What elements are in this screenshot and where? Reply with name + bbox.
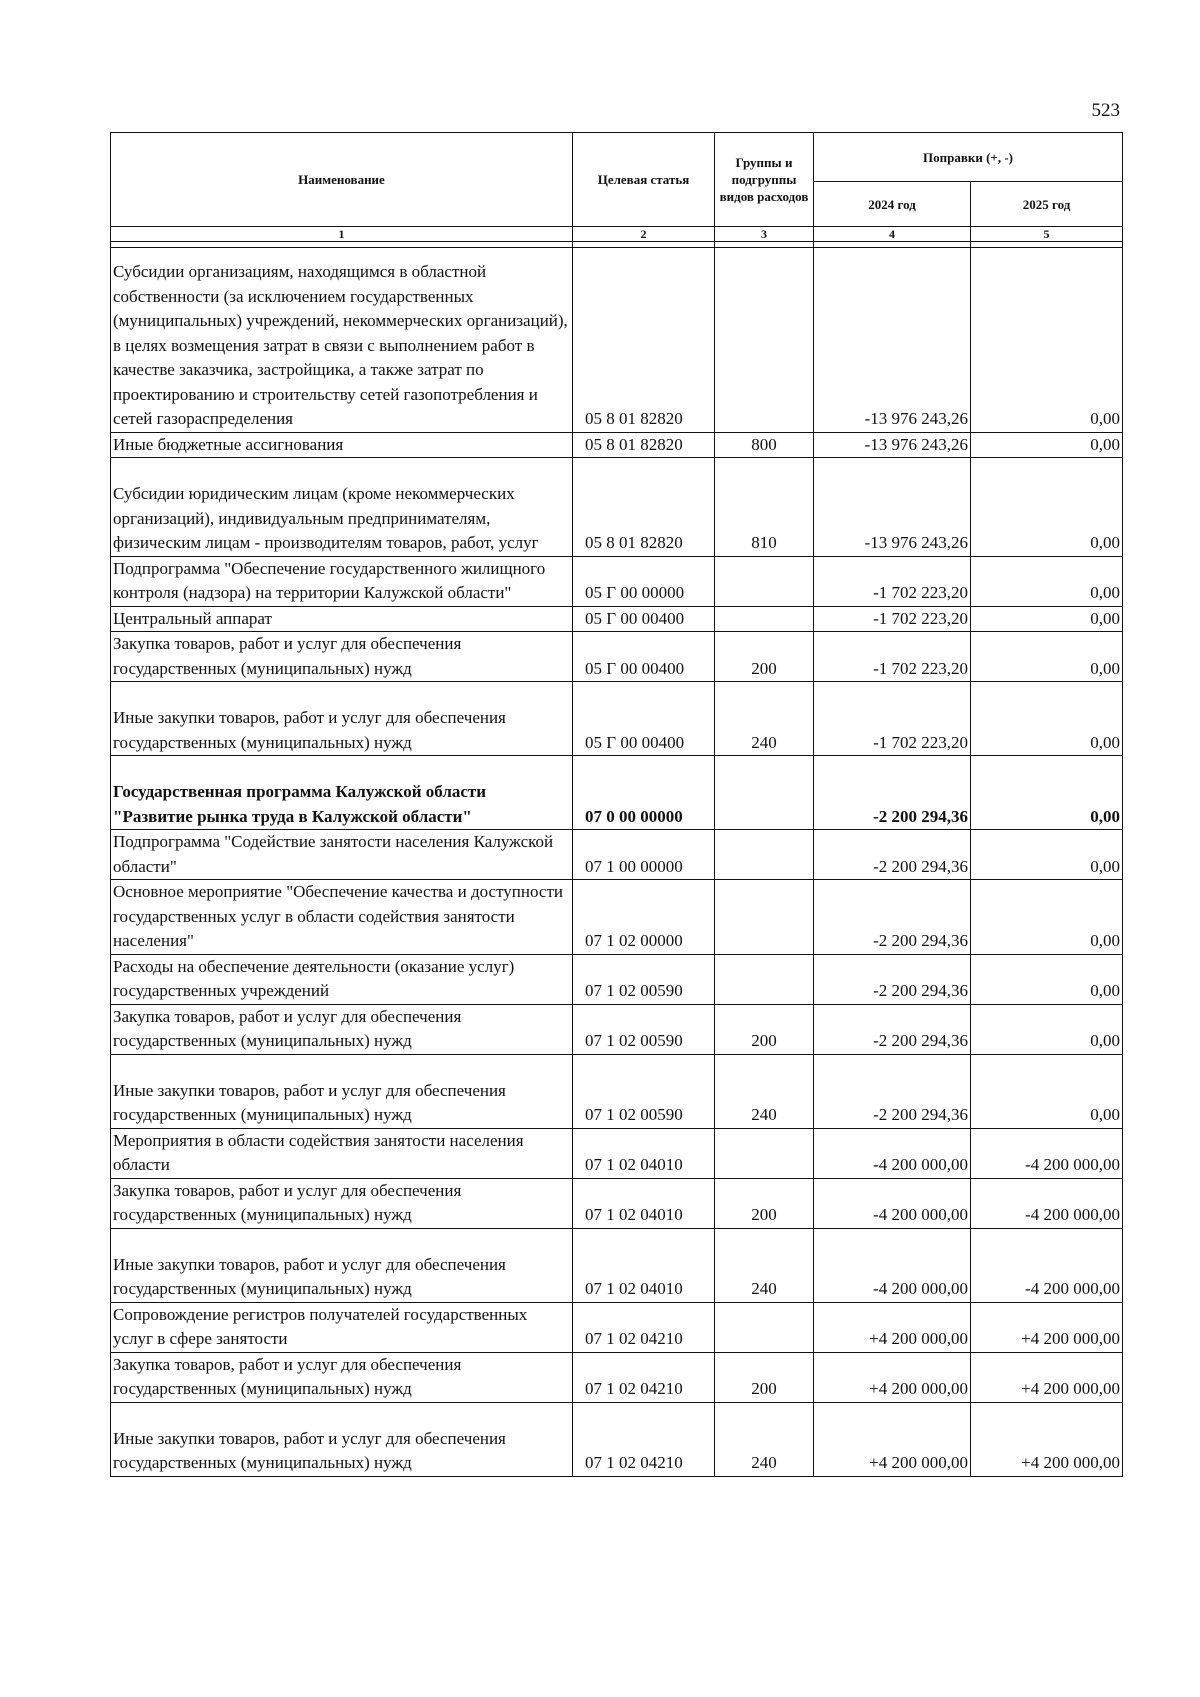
row-amount-2024 <box>814 632 971 682</box>
row-amount-2025 <box>971 954 1123 1004</box>
table-header <box>111 133 1123 248</box>
row-target-article <box>573 606 715 632</box>
row-expense-group <box>715 880 814 955</box>
row-amount-2025-text: 0,00 <box>1090 409 1121 428</box>
row-amount-2024-text: -2 200 294,36 <box>873 1031 968 1050</box>
row-amount-2025 <box>971 880 1123 955</box>
row-name <box>111 1178 573 1228</box>
table-row <box>111 756 1123 830</box>
row-name <box>111 1302 573 1352</box>
row-name <box>111 830 573 880</box>
row-amount-2024-text: -2 200 294,36 <box>873 931 968 950</box>
row-amount-2025 <box>971 830 1123 880</box>
row-name-text: Подпрограмма "Обеспечение государственного жилищного контроля (надзора) на территории Калужской области" <box>113 558 546 602</box>
row-expense-group <box>715 606 814 632</box>
row-expense-group <box>715 1352 814 1402</box>
row-amount-2024 <box>814 1128 971 1178</box>
row-name-text: Сопровождение регистров получателей государственных услуг в сфере занятости <box>113 1304 528 1348</box>
row-target-article-text: 05 8 01 82820 <box>585 434 683 454</box>
row-expense-group-text: 200 <box>751 658 777 678</box>
row-target-article <box>573 1004 715 1054</box>
row-name-text: Подпрограмма "Содействие занятости населения Калужской области" <box>113 832 554 876</box>
row-name-text: Закупка товаров, работ и услуг для обеспечения государственных (муниципальных) нужд <box>113 634 462 678</box>
row-amount-2025 <box>971 248 1123 433</box>
row-name <box>111 1352 573 1402</box>
row-amount-2024-text: +4 200 000,00 <box>869 1379 968 1398</box>
row-name-text: Закупка товаров, работ и услуг для обеспечения государственных (муниципальных) нужд <box>113 1180 462 1224</box>
row-target-article-text: 05 Г 00 00400 <box>585 658 685 678</box>
row-name <box>111 1004 573 1054</box>
row-target-article <box>573 954 715 1004</box>
row-expense-group <box>715 556 814 606</box>
row-expense-group <box>715 458 814 557</box>
row-amount-2025 <box>971 1402 1123 1476</box>
row-amount-2024 <box>814 248 971 433</box>
row-amount-2025-text: 0,00 <box>1090 1105 1121 1124</box>
row-expense-group <box>715 954 814 1004</box>
row-amount-2024-text: +4 200 000,00 <box>869 1453 968 1472</box>
row-spacing <box>113 682 570 706</box>
row-target-article-text: 05 8 01 82820 <box>585 409 683 428</box>
table-body <box>111 248 1123 1477</box>
row-expense-group-text: 240 <box>751 1279 777 1298</box>
table-row <box>111 682 1123 756</box>
row-name-text: Государственная программа Калужской области "Развитие рынка труда в Калужской области" <box>113 782 487 826</box>
row-expense-group <box>715 1302 814 1352</box>
row-expense-group <box>715 632 814 682</box>
row-amount-2025-text: -4 200 000,00 <box>1025 1155 1121 1174</box>
row-amount-2025 <box>971 1302 1123 1352</box>
row-spacing <box>113 1403 570 1427</box>
row-target-article-text: 07 1 02 04210 <box>585 1379 683 1398</box>
row-amount-2024 <box>814 1352 971 1402</box>
row-amount-2024-text: -4 200 000,00 <box>873 1279 968 1298</box>
row-target-article-text: 07 1 00 00000 <box>585 856 683 876</box>
row-amount-2025-text: 0,00 <box>1090 434 1121 454</box>
row-name-text: Мероприятия в области содействия занятости населения области <box>113 1130 524 1174</box>
row-amount-2024-text: -13 976 243,26 <box>864 434 968 454</box>
row-target-article <box>573 1054 715 1128</box>
row-amount-2024 <box>814 1402 971 1476</box>
row-name-text: Расходы на обеспечение деятельности (оказание услуг) государственных учреждений <box>113 956 515 1000</box>
row-target-article-text: 07 1 02 00590 <box>585 981 683 1000</box>
row-name <box>111 1402 573 1476</box>
row-name-text: Основное мероприятие "Обеспечение качества и доступности государственных услуг в области содействия занятости населения" <box>113 882 563 950</box>
row-name-text: Субсидии организациям, находящимся в областной собственности (за исключением государственных (муниципальных) учреждений, некоммерческих организаций), в целях возмещения затрат в связи с выполнением работ в качестве заказчика, застройщика, а также затрат по проектированию и строительству сетей газопотребления и сетей газораспределения <box>113 262 568 428</box>
row-target-article <box>573 682 715 756</box>
row-expense-group <box>715 1402 814 1476</box>
row-amount-2025 <box>971 1054 1123 1128</box>
row-amount-2025-text: 0,00 <box>1090 931 1121 950</box>
table-row <box>111 432 1123 458</box>
row-target-article-text: 07 1 02 04210 <box>585 1329 683 1348</box>
table-row <box>111 1128 1123 1178</box>
row-spacing <box>113 248 570 260</box>
row-target-article-text: 05 Г 00 00000 <box>585 583 685 602</box>
row-name-text: Иные закупки товаров, работ и услуг для обеспечения государственных (муниципальных) нужд <box>113 708 506 752</box>
row-name <box>111 682 573 756</box>
table-row <box>111 458 1123 557</box>
row-amount-2025-text: +4 200 000,00 <box>1021 1379 1121 1398</box>
header-target-article: Целевая статья <box>573 133 715 227</box>
row-amount-2025 <box>971 1228 1123 1302</box>
row-amount-2024-text: -4 200 000,00 <box>873 1155 968 1174</box>
row-target-article <box>573 1352 715 1402</box>
row-name-text: Иные закупки товаров, работ и услуг для обеспечения государственных (муниципальных) нужд <box>113 1080 506 1124</box>
row-expense-group-text: 240 <box>751 732 777 752</box>
row-amount-2025-text: -4 200 000,00 <box>1025 1205 1121 1224</box>
column-number: 2 <box>573 227 715 242</box>
row-amount-2024 <box>814 830 971 880</box>
row-amount-2024 <box>814 880 971 955</box>
row-name-text: Центральный аппарат <box>113 608 272 628</box>
row-target-article <box>573 1228 715 1302</box>
row-amount-2025-text: 0,00 <box>1090 608 1121 628</box>
row-spacing <box>113 1229 570 1253</box>
row-name-text: Иные закупки товаров, работ и услуг для обеспечения государственных (муниципальных) нужд <box>113 1428 506 1472</box>
row-amount-2025-text: 0,00 <box>1090 806 1121 826</box>
table-row <box>111 880 1123 955</box>
row-target-article <box>573 1128 715 1178</box>
row-amount-2025 <box>971 1128 1123 1178</box>
table-row <box>111 1004 1123 1054</box>
row-target-article-text: 07 1 02 04010 <box>585 1279 683 1298</box>
row-target-article <box>573 756 715 830</box>
row-name <box>111 606 573 632</box>
row-amount-2024-text: -4 200 000,00 <box>873 1205 968 1224</box>
row-name <box>111 458 573 557</box>
row-target-article <box>573 432 715 458</box>
row-amount-2024-text: -1 702 223,20 <box>873 608 968 628</box>
row-expense-group <box>715 830 814 880</box>
row-target-article <box>573 556 715 606</box>
row-amount-2025-text: 0,00 <box>1090 732 1121 752</box>
row-expense-group-text: 200 <box>751 1205 777 1224</box>
row-name <box>111 1128 573 1178</box>
table-row <box>111 1352 1123 1402</box>
row-target-article-text: 07 0 00 00000 <box>585 806 683 826</box>
row-amount-2024 <box>814 1004 971 1054</box>
row-amount-2025 <box>971 1178 1123 1228</box>
row-name-text: Субсидии юридическим лицам (кроме некоммерческих организаций), индивидуальным предпринимателям, физическим лицам - производителям товаров, работ, услуг <box>113 484 539 552</box>
row-target-article <box>573 1178 715 1228</box>
row-target-article-text: 05 Г 00 00400 <box>585 608 685 628</box>
row-name-text: Закупка товаров, работ и услуг для обеспечения государственных (муниципальных) нужд <box>113 1006 462 1050</box>
row-target-article <box>573 880 715 955</box>
row-amount-2025 <box>971 632 1123 682</box>
row-name <box>111 556 573 606</box>
row-amount-2025 <box>971 432 1123 458</box>
row-amount-2025-text: 0,00 <box>1090 856 1121 876</box>
row-expense-group <box>715 248 814 433</box>
row-target-article-text: 07 1 02 00590 <box>585 1105 683 1124</box>
row-name-text: Закупка товаров, работ и услуг для обеспечения государственных (муниципальных) нужд <box>113 1354 462 1398</box>
row-target-article-text: 07 1 02 04010 <box>585 1205 683 1224</box>
row-amount-2024 <box>814 1228 971 1302</box>
row-target-article <box>573 1402 715 1476</box>
header-year-2024: 2024 год <box>814 182 971 227</box>
row-name <box>111 954 573 1004</box>
header-amendments: Поправки (+, -) <box>814 133 1123 182</box>
row-amount-2025 <box>971 606 1123 632</box>
row-expense-group <box>715 1004 814 1054</box>
column-number: 1 <box>111 227 573 242</box>
row-amount-2024 <box>814 682 971 756</box>
header-year-2025: 2025 год <box>971 182 1123 227</box>
table-row <box>111 556 1123 606</box>
row-target-article-text: 07 1 02 00590 <box>585 1031 683 1050</box>
row-amount-2025-text: 0,00 <box>1090 1031 1121 1050</box>
row-expense-group-text: 810 <box>751 533 777 552</box>
row-amount-2025 <box>971 556 1123 606</box>
table-row <box>111 248 1123 433</box>
table-row <box>111 632 1123 682</box>
row-name <box>111 1054 573 1128</box>
row-target-article <box>573 458 715 557</box>
row-spacing <box>113 458 570 482</box>
row-amount-2024-text: -2 200 294,36 <box>873 981 968 1000</box>
row-amount-2025 <box>971 458 1123 557</box>
row-expense-group-text: 200 <box>751 1031 777 1050</box>
row-target-article-text: 05 Г 00 00400 <box>585 732 685 752</box>
row-amount-2025-text: +4 200 000,00 <box>1021 1453 1121 1472</box>
row-name <box>111 756 573 830</box>
table-row <box>111 1178 1123 1228</box>
row-target-article-text: 07 1 02 00000 <box>585 931 683 950</box>
row-name <box>111 880 573 955</box>
row-amount-2024-text: -2 200 294,36 <box>873 1105 968 1124</box>
row-expense-group <box>715 682 814 756</box>
row-amount-2024-text: -1 702 223,20 <box>873 732 968 752</box>
row-name-text: Иные закупки товаров, работ и услуг для обеспечения государственных (муниципальных) нужд <box>113 1254 506 1298</box>
row-amount-2025 <box>971 682 1123 756</box>
table-row <box>111 1054 1123 1128</box>
page-number: 523 <box>1091 100 1120 121</box>
row-target-article-text: 07 1 02 04210 <box>585 1453 683 1472</box>
row-amount-2024 <box>814 556 971 606</box>
row-spacing <box>113 756 570 780</box>
row-expense-group <box>715 1178 814 1228</box>
row-expense-group <box>715 1054 814 1128</box>
table-row <box>111 606 1123 632</box>
table-row <box>111 1228 1123 1302</box>
header-name: Наименование <box>111 133 573 227</box>
row-amount-2024 <box>814 1302 971 1352</box>
table-row <box>111 1402 1123 1476</box>
row-expense-group <box>715 1128 814 1178</box>
row-amount-2025 <box>971 756 1123 830</box>
row-amount-2024 <box>814 1054 971 1128</box>
row-amount-2024 <box>814 432 971 458</box>
row-expense-group-text: 240 <box>751 1105 777 1124</box>
row-expense-group <box>715 1228 814 1302</box>
header-expense-groups: Группы и подгруппы видов расходов <box>715 133 814 227</box>
row-target-article <box>573 632 715 682</box>
row-amount-2025-text: 0,00 <box>1090 981 1121 1000</box>
row-amount-2024 <box>814 606 971 632</box>
row-target-article <box>573 830 715 880</box>
row-expense-group-text: 240 <box>751 1453 777 1472</box>
row-name <box>111 432 573 458</box>
row-amount-2024 <box>814 954 971 1004</box>
row-amount-2025-text: 0,00 <box>1090 583 1121 602</box>
row-expense-group-text: 800 <box>751 434 777 454</box>
row-amount-2025-text: +4 200 000,00 <box>1021 1329 1121 1348</box>
row-amount-2024-text: -13 976 243,26 <box>864 533 968 552</box>
row-target-article-text: 07 1 02 04010 <box>585 1155 683 1174</box>
row-amount-2024-text: -1 702 223,20 <box>873 583 968 602</box>
budget-amendments-table <box>110 132 1123 1477</box>
row-amount-2025 <box>971 1352 1123 1402</box>
row-amount-2024 <box>814 1178 971 1228</box>
row-name <box>111 632 573 682</box>
row-name-text: Иные бюджетные ассигнования <box>113 434 344 454</box>
column-number: 4 <box>814 227 971 242</box>
row-target-article <box>573 248 715 433</box>
column-number: 5 <box>971 227 1123 242</box>
row-amount-2024-text: -1 702 223,20 <box>873 658 968 678</box>
row-amount-2025-text: 0,00 <box>1090 658 1121 678</box>
row-amount-2024-text: -2 200 294,36 <box>873 806 968 826</box>
table-row <box>111 830 1123 880</box>
row-target-article <box>573 1302 715 1352</box>
row-expense-group <box>715 432 814 458</box>
table-row <box>111 954 1123 1004</box>
row-spacing <box>113 1055 570 1079</box>
row-amount-2025 <box>971 1004 1123 1054</box>
row-amount-2024 <box>814 756 971 830</box>
row-expense-group <box>715 756 814 830</box>
row-amount-2025-text: -4 200 000,00 <box>1025 1279 1121 1298</box>
row-amount-2024 <box>814 458 971 557</box>
row-amount-2024-text: -13 976 243,26 <box>864 409 968 428</box>
table-row <box>111 1302 1123 1352</box>
row-amount-2024-text: +4 200 000,00 <box>869 1329 968 1348</box>
column-number: 3 <box>715 227 814 242</box>
row-amount-2025-text: 0,00 <box>1090 533 1121 552</box>
row-amount-2024-text: -2 200 294,36 <box>873 856 968 876</box>
row-name <box>111 1228 573 1302</box>
row-name <box>111 248 573 433</box>
row-expense-group-text: 200 <box>751 1379 777 1398</box>
row-target-article-text: 05 8 01 82820 <box>585 533 683 552</box>
